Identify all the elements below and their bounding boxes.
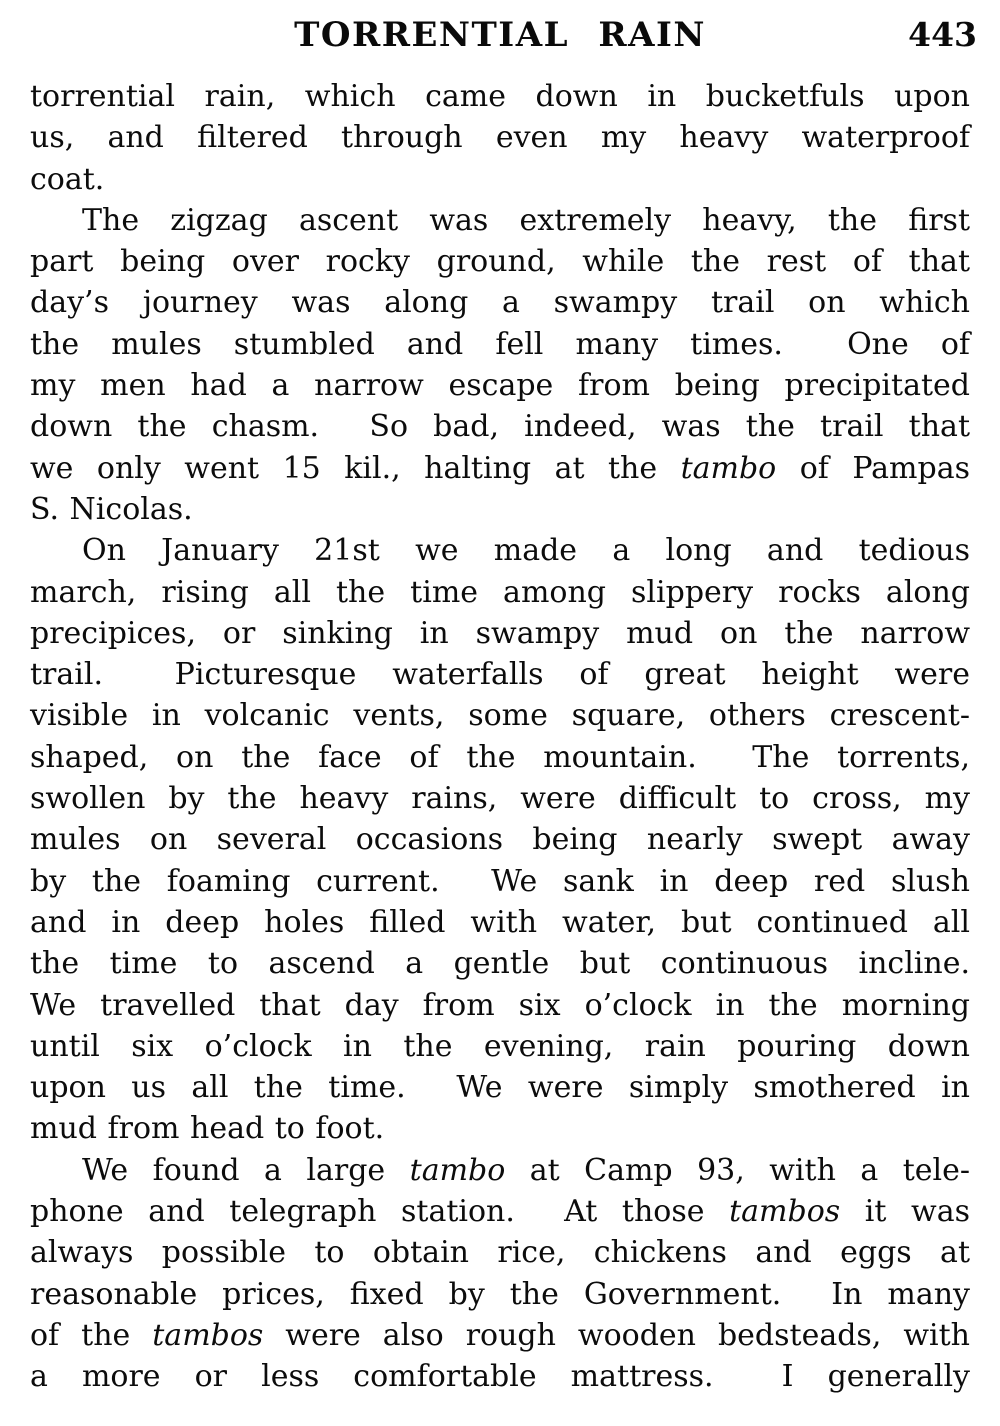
italic-term: tambo	[409, 1152, 506, 1188]
text-line	[30, 1232, 970, 1273]
text-line	[30, 695, 970, 736]
text-line	[30, 1108, 970, 1149]
text-run: reasonable prices, fixed by the Government. In many	[30, 1276, 970, 1312]
text-line	[30, 861, 970, 902]
text-line	[30, 819, 970, 860]
text-run: by the foaming current. We sank in deep red slush	[30, 863, 970, 899]
text-line	[30, 365, 970, 406]
text-line	[30, 1274, 970, 1315]
text-run: the time to ascend a gentle but continuous incline.	[30, 946, 970, 982]
text-run: always possible to obtain rice, chickens and eggs at	[30, 1235, 970, 1271]
text-line	[30, 1191, 970, 1232]
paragraph	[30, 76, 970, 200]
text-line	[30, 324, 970, 365]
text-run: visible in volcanic vents, some square, others crescent-	[30, 698, 970, 734]
text-run: march, rising all the time among slippery rocks along	[30, 574, 970, 610]
text-line	[30, 613, 970, 654]
text-run: a more or less comfortable mattress. I generally	[30, 1359, 970, 1395]
text-line	[30, 902, 970, 943]
text-run: torrential rain, which came down in bucketfuls upon	[30, 79, 970, 114]
text-run: precipices, or sinking in swampy mud on the narrow	[30, 615, 970, 651]
text-run: phone and telegraph station. At those	[30, 1194, 730, 1230]
text-run: and in deep holes filled with water, but continued all	[30, 904, 970, 940]
text-line	[30, 448, 970, 489]
text-run: part being over rocky ground, while the rest of that	[30, 244, 970, 280]
text-run: mud from head to foot.	[30, 1111, 385, 1147]
text-run: upon us all the time. We were simply smothered in	[30, 1070, 970, 1106]
italic-term: tambo	[680, 450, 777, 486]
page-header	[0, 12, 1000, 58]
text-line	[30, 1067, 970, 1108]
text-line	[30, 572, 970, 613]
text-line	[30, 654, 970, 695]
text-run: at Camp 93, with a tele-	[505, 1152, 970, 1188]
text-run: my men had a narrow escape from being precipitated	[30, 368, 970, 404]
text-line	[30, 737, 970, 778]
text-run: trail. Picturesque waterfalls of great height were	[30, 657, 970, 693]
text-run: down the chasm. So bad, indeed, was the trail that	[30, 409, 970, 445]
text-line	[30, 489, 970, 530]
text-line	[30, 200, 970, 241]
text-block	[30, 76, 970, 1398]
text-run: we only went 15 kil., halting at the	[30, 450, 681, 486]
running-head-title: TORRENTIAL RAIN	[294, 15, 706, 55]
paragraph	[30, 200, 970, 530]
text-run: S. Nicolas.	[30, 491, 193, 527]
text-run: day’s journey was along a swampy trail on which	[30, 285, 970, 321]
text-line	[30, 985, 970, 1026]
text-run: We travelled that day from six o’clock in the morning	[30, 987, 970, 1023]
text-line	[30, 76, 970, 117]
text-run: of Pampas	[776, 450, 970, 486]
text-run: swollen by the heavy rains, were difficult to cross, my	[30, 781, 970, 817]
text-line	[30, 1315, 970, 1356]
text-run: us, and filtered through even my heavy waterproof	[30, 120, 970, 156]
paragraph	[30, 1150, 970, 1398]
text-line	[30, 1356, 970, 1397]
text-line	[30, 778, 970, 819]
paragraph	[30, 530, 970, 1149]
text-line	[30, 943, 970, 984]
italic-term: tambos	[152, 1317, 264, 1353]
text-run: The zigzag ascent was extremely heavy, the first	[82, 202, 970, 238]
text-line	[30, 117, 970, 158]
text-run: shaped, on the face of the mountain. The torrents,	[30, 739, 970, 775]
italic-term: tambos	[729, 1194, 841, 1230]
text-line	[30, 1150, 970, 1191]
text-run: On January 21st we made a long and tedious	[82, 533, 970, 569]
text-line	[30, 282, 970, 323]
text-line	[30, 241, 970, 282]
text-line	[30, 406, 970, 447]
text-run: coat.	[30, 161, 105, 197]
text-run: until six o’clock in the evening, rain pouring down	[30, 1028, 970, 1064]
text-run: of the	[30, 1317, 153, 1353]
text-line	[30, 159, 970, 200]
text-run: it was	[840, 1194, 970, 1230]
text-run: were also rough wooden bedsteads, with	[263, 1317, 970, 1353]
text-run: We found a large	[82, 1152, 410, 1188]
page-number: 443	[908, 15, 977, 54]
text-run: the mules stumbled and fell many times. One of	[30, 326, 970, 362]
text-line	[30, 1026, 970, 1067]
text-line	[30, 530, 970, 571]
text-run: mules on several occasions being nearly swept away	[30, 822, 970, 858]
